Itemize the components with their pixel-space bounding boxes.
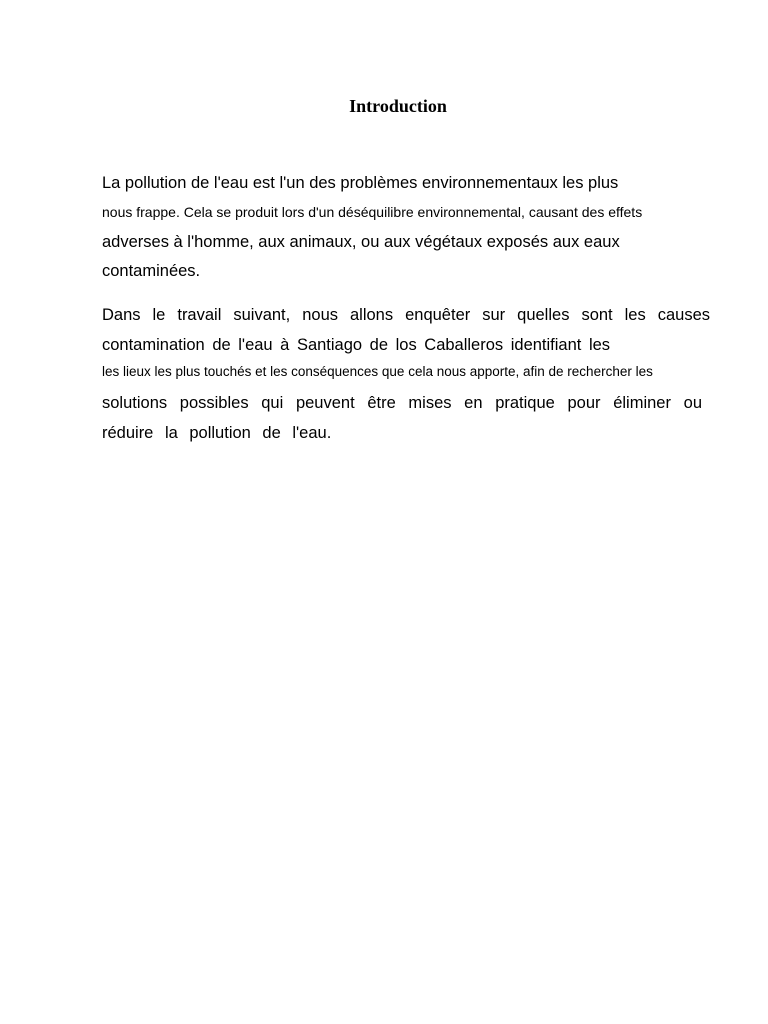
- paragraph1-line4: contaminées.: [102, 262, 201, 280]
- paragraph2-line3: les lieux les plus touchés et les conséquences que cela nous apporte, afin de rechercher les: [102, 364, 653, 379]
- paragraph1-line2: nous frappe. Cela se produit lors d'un déséquilibre environnemental, causant des effets: [102, 204, 643, 220]
- page-title: Introduction: [349, 96, 447, 116]
- paragraph1-line3: adverses à l'homme, aux animaux, ou aux végétaux exposés aux eaux: [102, 233, 620, 251]
- paragraph2-line5: réduire la pollution de l'eau.: [102, 424, 332, 442]
- paragraph2-line4: solutions possibles qui peuvent être mises en pratique pour éliminer ou: [102, 394, 702, 412]
- paragraph2-line2: contamination de l'eau à Santiago de los Caballeros identifiant les: [102, 336, 611, 354]
- paragraph2-line1: Dans le travail suivant, nous allons enquêter sur quelles sont les causes: [102, 306, 710, 324]
- paragraph1-line1: La pollution de l'eau est l'un des problèmes environnementaux les plus: [102, 174, 619, 192]
